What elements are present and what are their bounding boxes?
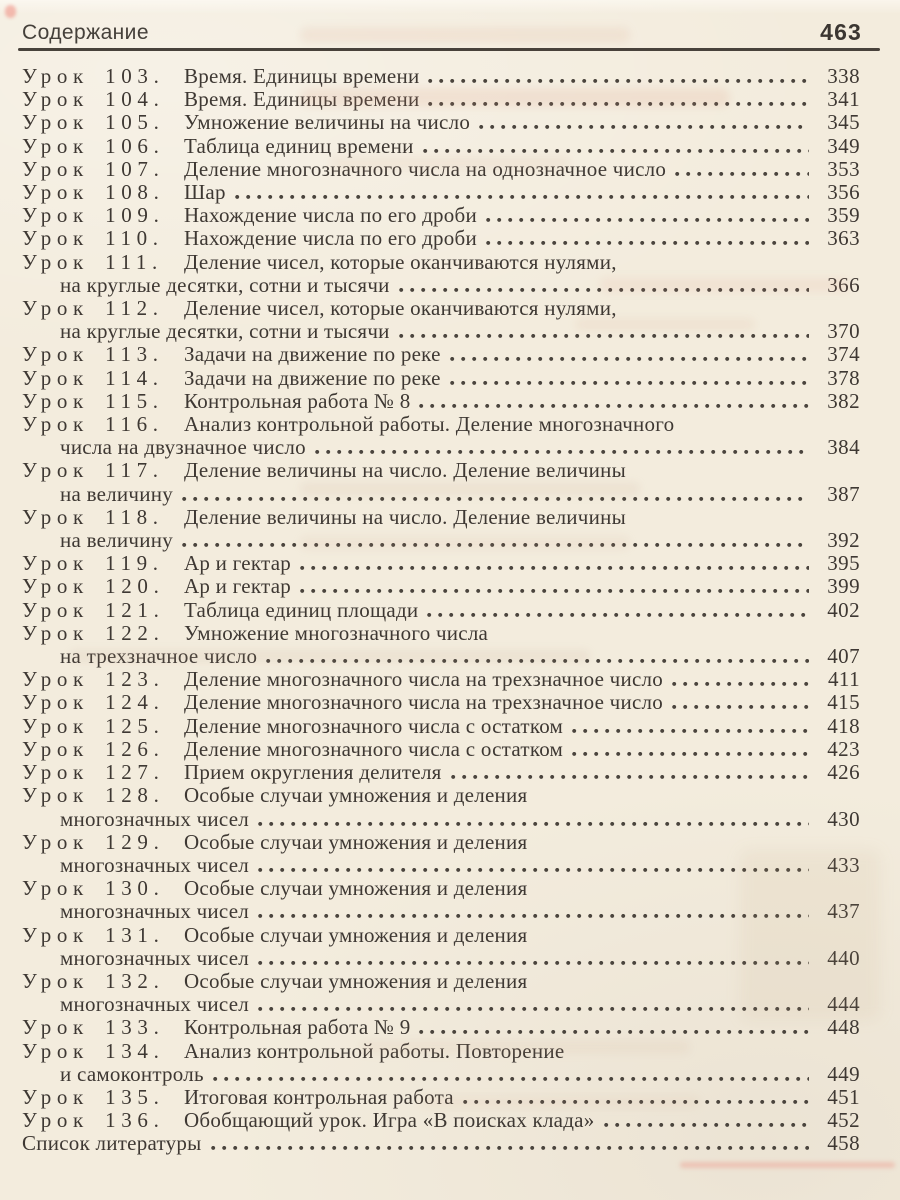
toc-entry-line — [22, 297, 860, 320]
lesson-label: Урок 122. — [22, 620, 165, 645]
dot-leader — [675, 172, 809, 176]
entry-page-ref: 411 — [828, 667, 860, 692]
entry-title-continuation: на трехзначное число — [60, 644, 258, 669]
dot-leader — [399, 334, 809, 338]
toc-entry — [22, 691, 860, 714]
toc-entry-line — [22, 1132, 860, 1155]
toc-entry-line — [22, 1109, 860, 1132]
lesson-label: Урок 127. — [22, 760, 165, 785]
toc-entry — [22, 622, 860, 668]
entry-title: Контрольная работа № 8 — [184, 388, 411, 413]
entry-title: Особые случаи умножения и деления — [184, 829, 528, 854]
dot-leader — [258, 868, 809, 872]
toc-entry — [22, 970, 860, 1016]
lesson-label: Урок 109. — [22, 203, 165, 228]
entry-title: Анализ контрольной работы. Деление многозначного — [184, 412, 675, 437]
entry-page-ref: 433 — [827, 852, 860, 877]
lesson-label: Урок 114. — [22, 365, 164, 390]
dot-leader — [451, 775, 809, 779]
entry-title: Контрольная работа № 9 — [184, 1015, 411, 1040]
toc-entry-line — [22, 459, 860, 482]
lesson-label: Урок 125. — [22, 713, 165, 738]
toc-entry — [22, 877, 860, 923]
entry-page-ref: 423 — [827, 736, 860, 761]
dot-leader — [572, 752, 809, 756]
toc-entry-line — [22, 599, 860, 622]
entry-title: Время. Единицы времени — [184, 64, 420, 88]
toc-entry-continuation-line — [22, 808, 860, 831]
toc-entry — [22, 111, 860, 134]
toc-entry-line — [22, 668, 860, 691]
entry-title: Деление многозначного числа на однозначное число — [184, 156, 667, 181]
entry-page-ref: 338 — [827, 64, 860, 88]
dot-leader — [399, 288, 809, 292]
entry-page-ref: 387 — [827, 481, 860, 506]
entry-title: Деление чисел, которые оканчиваются нулями, — [184, 249, 617, 274]
dot-leader — [486, 241, 809, 245]
toc-entry — [22, 459, 860, 505]
lesson-label: Урок 107. — [22, 156, 165, 181]
entry-title: Особые случаи умножения и деления — [184, 876, 528, 901]
toc-entry-line — [22, 738, 860, 761]
toc-entry-line — [22, 1016, 860, 1039]
dot-leader — [258, 961, 809, 965]
entry-page-ref: 341 — [827, 87, 860, 112]
dot-leader — [419, 404, 809, 408]
lesson-label: Урок 128. — [22, 783, 165, 808]
toc-entry-line — [22, 343, 860, 366]
toc-entry — [22, 367, 860, 390]
lesson-label: Урок 133. — [22, 1015, 165, 1040]
entry-page-ref: 437 — [827, 899, 860, 924]
entry-page-ref: 349 — [827, 133, 860, 158]
toc-entry-line — [22, 390, 860, 413]
entry-title: Деление многозначного числа с остатком — [184, 736, 564, 761]
entry-title: Ар и гектар — [184, 574, 292, 599]
dot-leader — [672, 705, 809, 709]
toc-entry-continuation-line — [22, 529, 860, 552]
dot-leader — [419, 1030, 809, 1034]
toc-entry — [22, 1016, 860, 1039]
entry-page-ref: 452 — [827, 1108, 860, 1133]
lesson-label: Урок 111. — [22, 249, 163, 274]
entry-title: Умножение величины на число — [184, 110, 471, 135]
entry-page-ref: 366 — [827, 272, 860, 297]
entry-page-ref: 363 — [827, 226, 860, 251]
entry-page-ref: 430 — [827, 806, 860, 831]
toc-entry-line — [22, 1040, 860, 1063]
lesson-label: Урок 106. — [22, 133, 165, 158]
lesson-label: Урок 118. — [22, 504, 164, 529]
toc-list — [0, 51, 900, 1156]
toc-entry — [22, 1132, 860, 1155]
entry-page-ref: 356 — [827, 180, 860, 205]
toc-entry — [22, 761, 860, 784]
toc-entry-line — [22, 506, 860, 529]
lesson-label: Урок 108. — [22, 180, 165, 205]
entry-title-continuation: на величину — [60, 528, 173, 553]
entry-title: Деление чисел, которые оканчиваются нулями, — [184, 296, 617, 321]
entry-title: Деление величины на число. Деление величины — [184, 458, 626, 483]
toc-entry-continuation-line — [22, 947, 860, 970]
toc-entry — [22, 599, 860, 622]
entry-title: Время. Единицы времени — [184, 87, 420, 112]
lesson-label: Урок 134. — [22, 1038, 165, 1063]
entry-title: Особые случаи умножения и деления — [184, 783, 528, 808]
entry-page-ref: 382 — [827, 388, 860, 413]
entry-title: Анализ контрольной работы. Повторение — [184, 1038, 565, 1063]
toc-entry — [22, 738, 860, 761]
toc-entry — [22, 506, 860, 552]
entry-page-ref: 415 — [827, 690, 860, 715]
lesson-label: Урок 120. — [22, 574, 165, 599]
entry-title-continuation: на круглые десятки, сотни и тысячи — [60, 319, 390, 344]
toc-entry — [22, 668, 860, 691]
entry-title: Задачи на движение по реке — [184, 365, 441, 390]
toc-entry — [22, 227, 860, 250]
lesson-label: Урок 112. — [22, 296, 164, 321]
entry-page-ref: 384 — [827, 435, 860, 460]
entry-title: Таблица единиц времени — [184, 133, 414, 158]
toc-entry-line — [22, 622, 860, 645]
toc-entry — [22, 575, 860, 598]
toc-entry — [22, 343, 860, 366]
lesson-label: Урок 129. — [22, 829, 165, 854]
entry-title-continuation: на круглые десятки, сотни и тысячи — [60, 272, 390, 297]
dot-leader — [427, 613, 809, 617]
entry-page-ref: 440 — [827, 945, 860, 970]
entry-title-continuation: и самоконтроль — [60, 1061, 204, 1086]
toc-entry-line — [22, 65, 860, 88]
toc-entry — [22, 1086, 860, 1109]
toc-entry-line — [22, 181, 860, 204]
toc-entry-line — [22, 761, 860, 784]
entry-title: Список литературы — [22, 1131, 202, 1156]
toc-entry-line — [22, 111, 860, 134]
dot-leader — [211, 1146, 809, 1150]
entry-page-ref: 370 — [827, 319, 860, 344]
toc-entry — [22, 715, 860, 738]
toc-entry — [22, 204, 860, 227]
toc-entry-line — [22, 88, 860, 111]
toc-entry-continuation-line — [22, 645, 860, 668]
dot-leader — [572, 729, 809, 733]
dot-leader — [182, 543, 809, 547]
toc-entry — [22, 181, 860, 204]
running-title: Содержание — [22, 21, 149, 44]
toc-entry-continuation-line — [22, 274, 860, 297]
toc-entry — [22, 831, 860, 877]
lesson-label: Урок 131. — [22, 922, 165, 947]
lesson-label: Урок 104. — [22, 87, 165, 112]
entry-page-ref: 345 — [827, 110, 860, 135]
toc-entry-line — [22, 158, 860, 181]
page-number: 463 — [820, 19, 862, 45]
lesson-label: Урок 113. — [22, 342, 164, 367]
dot-leader — [463, 1100, 809, 1104]
lesson-label: Урок 115. — [22, 388, 164, 413]
entry-page-ref: 426 — [827, 760, 860, 785]
entry-title-continuation: многозначных чисел — [60, 945, 250, 970]
toc-entry-continuation-line — [22, 320, 860, 343]
toc-entry-line — [22, 691, 860, 714]
toc-entry-line — [22, 575, 860, 598]
entry-title: Особые случаи умножения и деления — [184, 922, 528, 947]
toc-entry — [22, 390, 860, 413]
toc-entry-line — [22, 715, 860, 738]
entry-title: Особые случаи умножения и деления — [184, 968, 528, 993]
dot-leader — [604, 1123, 809, 1127]
entry-page-ref: 451 — [827, 1084, 860, 1109]
toc-entry-line — [22, 784, 860, 807]
lesson-label: Урок 124. — [22, 690, 165, 715]
toc-entry-line — [22, 877, 860, 900]
entry-page-ref: 407 — [827, 644, 860, 669]
entry-title: Прием округления делителя — [184, 760, 442, 785]
page-header — [0, 0, 900, 45]
entry-title-continuation: числа на двузначное число — [60, 435, 306, 460]
dot-leader — [258, 1007, 809, 1011]
lesson-label: Урок 126. — [22, 736, 165, 761]
dot-leader — [486, 218, 809, 222]
toc-entry-line — [22, 135, 860, 158]
entry-title: Деление многозначного числа на трехзначное число — [184, 690, 664, 715]
dot-leader — [315, 450, 809, 454]
toc-entry — [22, 88, 860, 111]
lesson-label: Урок 103. — [22, 64, 165, 88]
entry-page-ref: 399 — [827, 574, 860, 599]
entry-title-continuation: многозначных чисел — [60, 806, 250, 831]
lesson-label: Урок 121. — [22, 597, 165, 622]
lesson-label: Урок 136. — [22, 1108, 165, 1133]
lesson-label: Урок 110. — [22, 226, 164, 251]
toc-entry — [22, 158, 860, 181]
toc-entry-line — [22, 1086, 860, 1109]
entry-page-ref: 402 — [827, 597, 860, 622]
dot-leader — [300, 566, 809, 570]
toc-entry-line — [22, 413, 860, 436]
toc-entry — [22, 1040, 860, 1086]
dot-leader — [300, 589, 809, 593]
dot-leader — [479, 125, 809, 129]
entry-title: Умножение многозначного числа — [184, 620, 489, 645]
dot-leader — [423, 149, 809, 153]
entry-title: Обобщающий урок. Игра «В поисках клада» — [184, 1108, 595, 1133]
entry-page-ref: 448 — [827, 1015, 860, 1040]
entry-title: Таблица единиц площади — [184, 597, 419, 622]
dot-leader — [450, 381, 809, 385]
dot-leader — [266, 659, 809, 663]
toc-entry — [22, 924, 860, 970]
lesson-label: Урок 117. — [22, 458, 164, 483]
entry-title-continuation: на величину — [60, 481, 173, 506]
lesson-label: Урок 105. — [22, 110, 165, 135]
toc-entry-line — [22, 970, 860, 993]
toc-entry-line — [22, 367, 860, 390]
dot-leader — [428, 102, 809, 106]
toc-entry-continuation-line — [22, 993, 860, 1016]
toc-entry — [22, 297, 860, 343]
dot-leader — [258, 822, 809, 826]
toc-entry-line — [22, 251, 860, 274]
entry-page-ref: 444 — [827, 992, 860, 1017]
toc-entry-continuation-line — [22, 436, 860, 459]
toc-entry-continuation-line — [22, 854, 860, 877]
toc-entry — [22, 784, 860, 830]
dot-leader — [235, 195, 809, 199]
entry-title: Нахождение числа по его дроби — [184, 203, 477, 228]
entry-title: Задачи на движение по реке — [184, 342, 441, 367]
entry-page-ref: 392 — [827, 528, 860, 553]
toc-entry-line — [22, 552, 860, 575]
dot-leader — [450, 357, 809, 361]
entry-title: Итоговая контрольная работа — [184, 1084, 454, 1109]
lesson-label: Урок 119. — [22, 551, 164, 576]
toc-entry — [22, 135, 860, 158]
entry-page-ref: 449 — [827, 1061, 860, 1086]
entry-title: Шар — [184, 180, 226, 205]
entry-title-continuation: многозначных чисел — [60, 899, 250, 924]
toc-entry — [22, 251, 860, 297]
dot-leader — [428, 79, 809, 83]
lesson-label: Урок 116. — [22, 412, 164, 437]
entry-title: Нахождение числа по его дроби — [184, 226, 477, 251]
entry-page-ref: 458 — [827, 1131, 860, 1156]
dot-leader — [213, 1077, 809, 1081]
entry-title: Ар и гектар — [184, 551, 292, 576]
entry-page-ref: 374 — [827, 342, 860, 367]
toc-entry-continuation-line — [22, 483, 860, 506]
dot-leader — [182, 497, 809, 501]
toc-entry-continuation-line — [22, 900, 860, 923]
toc-entry-line — [22, 227, 860, 250]
entry-page-ref: 353 — [827, 156, 860, 181]
entry-page-ref: 395 — [827, 551, 860, 576]
entry-title-continuation: многозначных чисел — [60, 852, 250, 877]
lesson-label: Урок 123. — [22, 667, 165, 692]
entry-title-continuation: многозначных чисел — [60, 992, 250, 1017]
dot-leader — [672, 682, 809, 686]
lesson-label: Урок 130. — [22, 876, 165, 901]
entry-title: Деление многозначного числа на трехзначное число — [184, 667, 664, 692]
toc-entry-line — [22, 924, 860, 947]
entry-page-ref: 359 — [827, 203, 860, 228]
lesson-label: Урок 132. — [22, 968, 165, 993]
lesson-label: Урок 135. — [22, 1084, 165, 1109]
toc-entry — [22, 1109, 860, 1132]
toc-entry-line — [22, 831, 860, 854]
toc-entry — [22, 65, 860, 88]
entry-title: Деление многозначного числа с остатком — [184, 713, 564, 738]
entry-page-ref: 418 — [827, 713, 860, 738]
toc-entry — [22, 413, 860, 459]
toc-entry-continuation-line — [22, 1063, 860, 1086]
dot-leader — [258, 914, 809, 918]
entry-page-ref: 378 — [827, 365, 860, 390]
toc-entry — [22, 552, 860, 575]
toc-entry-line — [22, 204, 860, 227]
entry-title: Деление величины на число. Деление величины — [184, 504, 626, 529]
scan-artifact-pink-smear — [680, 1162, 895, 1168]
